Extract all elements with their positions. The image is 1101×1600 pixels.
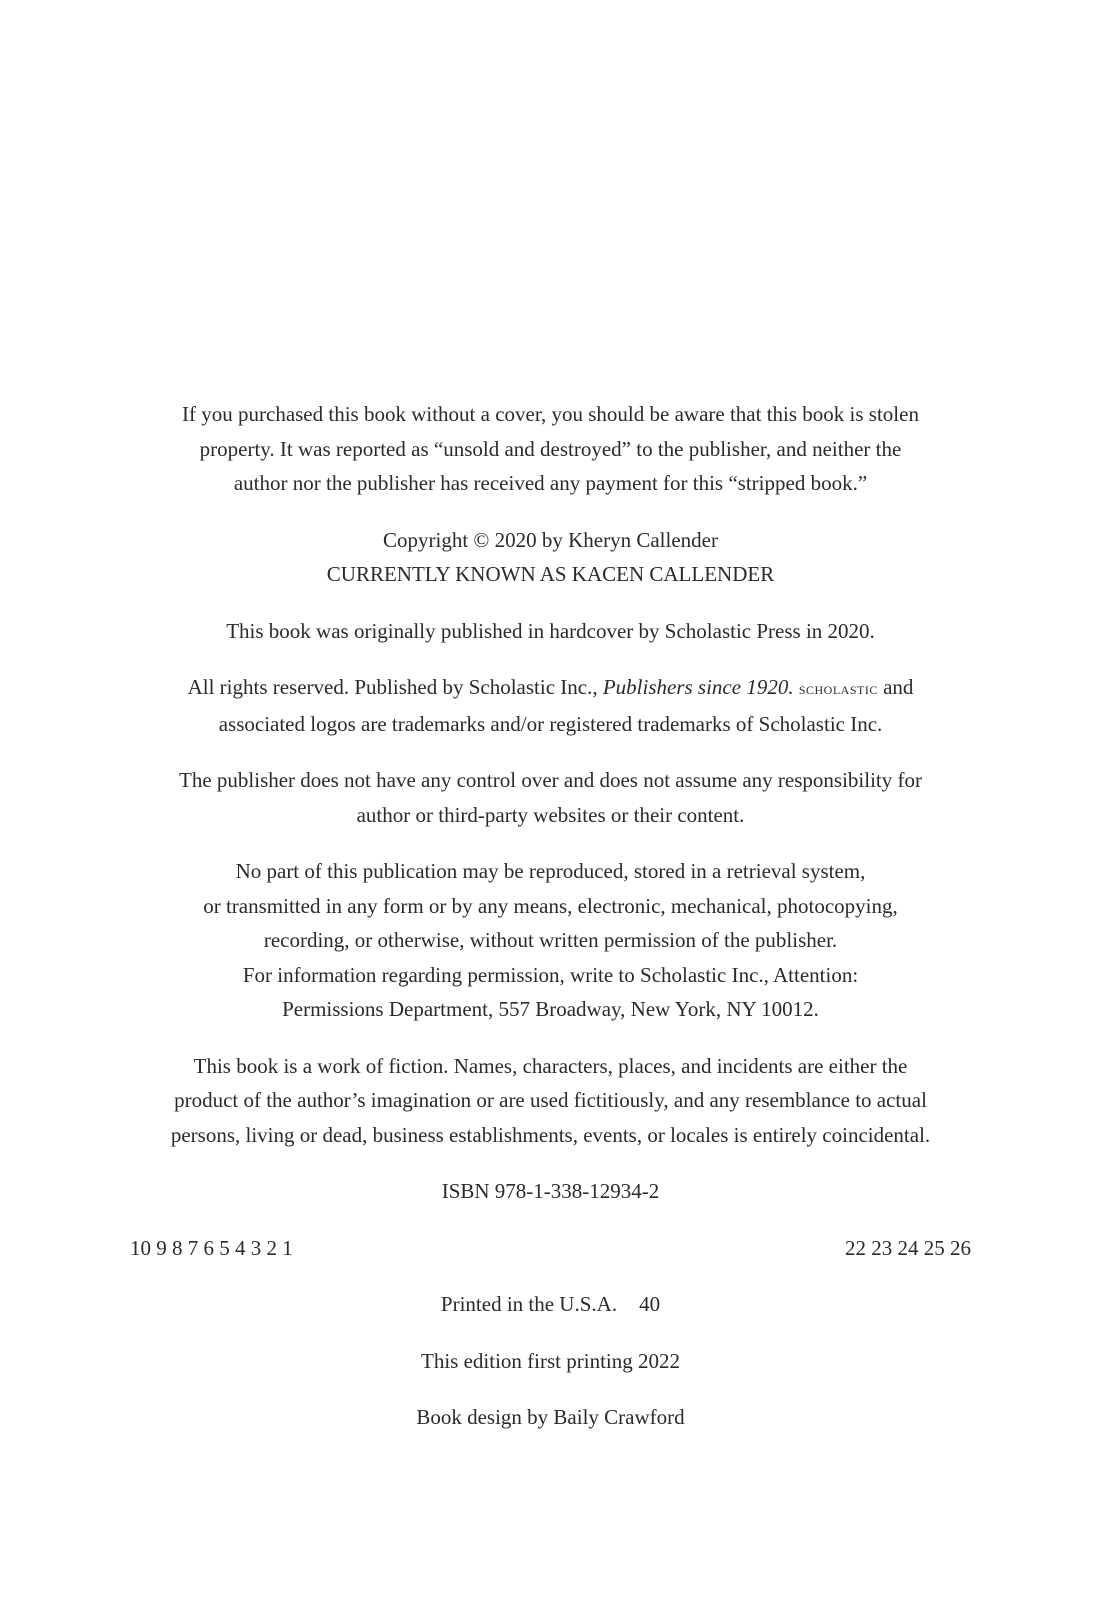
- reproduction-line-2: or transmitted in any form or by any means, electronic, mechanical, photocopying,: [203, 893, 898, 918]
- stripped-book-notice: [120, 397, 981, 501]
- scholastic-wordmark: scholastic: [798, 679, 878, 698]
- fiction-line-1: This book is a work of fiction. Names, characters, places, and incidents are either the: [193, 1053, 908, 1078]
- printer-code: 40: [639, 1292, 661, 1316]
- isbn-line: ISBN 978-1-338-12934-2: [441, 1179, 660, 1203]
- printed-in-line: [120, 1287, 981, 1322]
- author-name-note: CURRENTLY KNOWN AS KACEN CALLENDER: [326, 562, 775, 586]
- printing-year-line: 22 23 24 25 26: [845, 1235, 971, 1260]
- rights-text-end: and: [877, 675, 914, 699]
- reproduction-line-3: recording, or otherwise, without written permission of the publisher.: [263, 928, 838, 952]
- edition-note: [120, 1344, 981, 1379]
- reproduction-notice: [120, 854, 981, 1027]
- rights-line-2: associated logos are trademarks and/or registered trademarks of Scholastic Inc.: [218, 711, 883, 736]
- stripped-notice-line-3: author nor the publisher has received any payment for this “stripped book.”: [233, 471, 868, 495]
- printed-in-label: Printed in the U.S.A.: [440, 1292, 618, 1316]
- printing-numbers: [120, 1231, 981, 1266]
- fiction-disclaimer: [120, 1049, 981, 1153]
- rights-reserved-notice: [120, 670, 981, 741]
- reproduction-line-1: No part of this publication may be reproduced, stored in a retrieval system,: [235, 859, 866, 883]
- permissions-line-1: For information regarding permission, write to Scholastic Inc., Attention:: [242, 962, 859, 987]
- rights-text: All rights reserved. Published by Scholastic Inc.,: [187, 675, 603, 699]
- websites-line-1: The publisher does not have any control over and does not assume any responsibility for: [179, 768, 922, 792]
- websites-line-2: author or third-party websites or their content.: [356, 802, 745, 827]
- fiction-line-2: product of the author’s imagination or are used fictitiously, and any resemblance to actual: [174, 1088, 927, 1112]
- permissions-address: Permissions Department, 557 Broadway, New York, NY 10012.: [282, 997, 819, 1021]
- printing-number-line: 10 9 8 7 6 5 4 3 2 1: [130, 1235, 293, 1260]
- rights-line-1: [120, 670, 981, 707]
- original-publication-line: This book was originally published in hardcover by Scholastic Press in 2020.: [226, 618, 875, 643]
- stripped-notice-line-2: property. It was reported as “unsold and destroyed” to the publisher, and neither the: [199, 436, 902, 461]
- design-credit-line: Book design by Baily Crawford: [416, 1405, 685, 1429]
- isbn: [120, 1174, 981, 1209]
- copyright-content: [120, 397, 981, 1457]
- copyright-line: Copyright © 2020 by Kheryn Callender: [383, 527, 718, 552]
- websites-disclaimer: [120, 763, 981, 832]
- printed-in: [120, 1287, 981, 1322]
- stripped-notice-line-1: If you purchased this book without a cover, you should be aware that this book is stolen: [182, 402, 919, 426]
- copyright-notice: [120, 523, 981, 592]
- original-publication-note: [120, 614, 981, 649]
- edition-line: This edition first printing 2022: [421, 1348, 680, 1373]
- fiction-line-3: persons, living or dead, business establishments, events, or locales is entirely coincidental.: [170, 1122, 931, 1147]
- publisher-tagline: Publishers since 1920.: [602, 675, 794, 699]
- design-credit: [120, 1400, 981, 1435]
